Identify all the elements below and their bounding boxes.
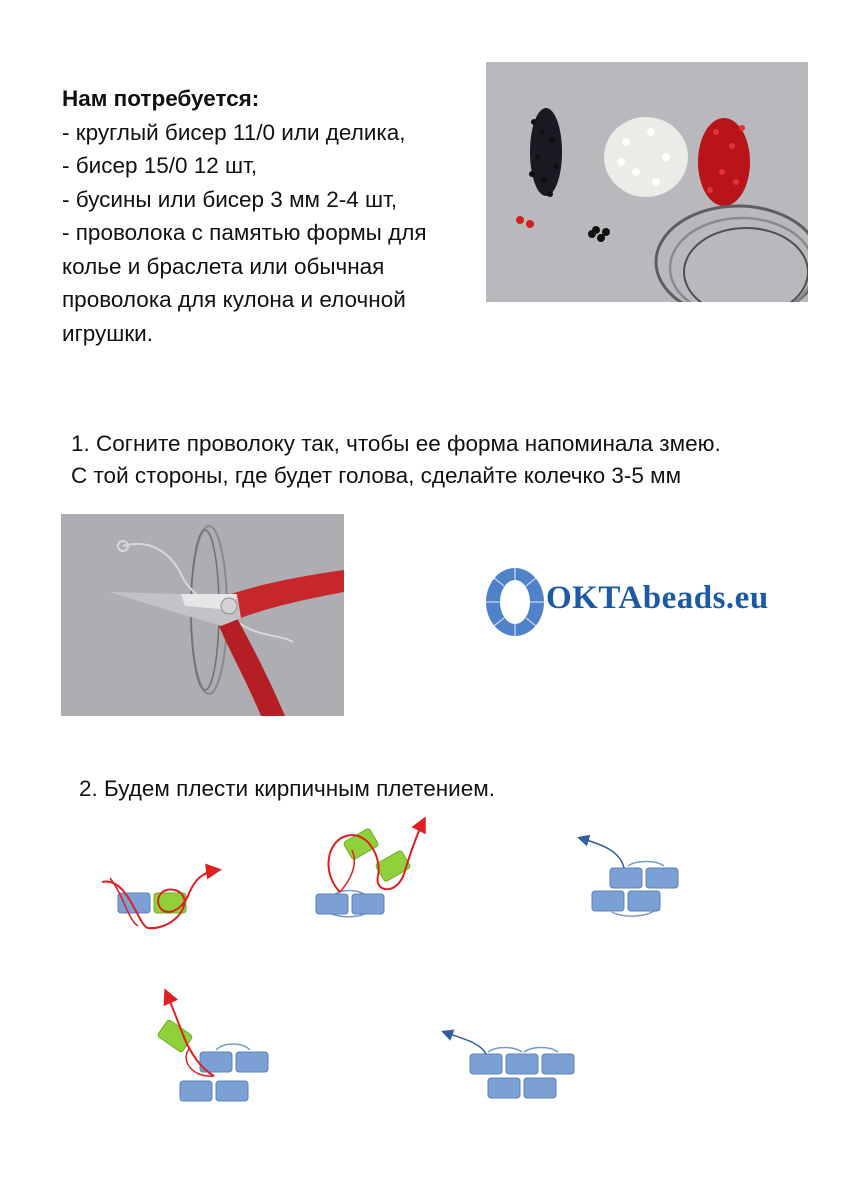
step-2-instruction: 2. Будем плести кирпичным плетением. — [79, 776, 495, 801]
brick-stitch-diagram-1 — [98, 856, 228, 936]
materials-photo — [486, 62, 808, 302]
materials-heading: Нам потребуется: — [62, 86, 260, 111]
brick-stitch-diagram-3 — [572, 830, 682, 920]
logo-text: OKTAbeads.eu — [546, 580, 769, 616]
materials-item: игрушки. — [62, 320, 153, 346]
materials-item: - бисер 15/0 12 шт, — [62, 153, 258, 178]
brick-stitch-diagram-5 — [440, 1020, 580, 1106]
materials-item: проволока для кулона и елочной — [62, 287, 406, 312]
pliers-photo — [61, 514, 344, 716]
materials-item: колье и браслета или обычная — [62, 253, 385, 279]
step-1-line-2: С той стороны, где будет голова, сделайте колечко 3-5 мм — [71, 463, 682, 488]
step-1-instructions — [71, 428, 721, 492]
materials-item: - проволока с памятью формы для — [62, 220, 427, 245]
materials-list — [62, 82, 482, 350]
step-1-line-1: 1. Согните проволоку так, чтобы ее форма напоминала змею. — [71, 431, 721, 456]
brick-stitch-diagram-2 — [312, 814, 432, 918]
oktabeads-logo — [484, 566, 814, 638]
materials-item: - круглый бисер 11/0 или делика, — [62, 119, 406, 145]
materials-item: - бусины или бисер 3 мм 2-4 шт, — [62, 186, 398, 212]
brick-stitch-diagram-4 — [150, 988, 274, 1106]
